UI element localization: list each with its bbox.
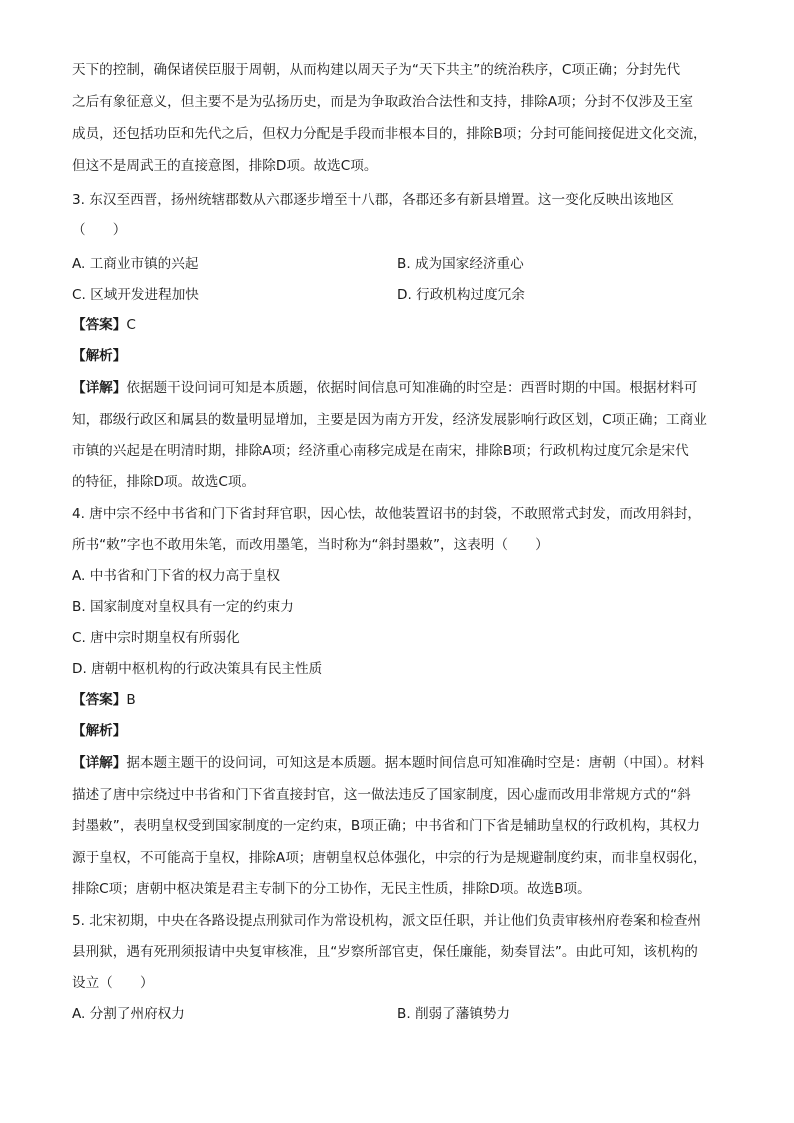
question-3-option-b: B. 成为国家经济重心 — [397, 256, 524, 272]
question-4-detail: 排除C项；唐朝中枢决策是君主专制下的分工协作，无民主性质，排除D项。故选B项。 — [72, 881, 591, 897]
question-4-detail: 封墨敕”，表明皇权受到国家制度的一定约束，B项正确；中书省和门下省是辅助皇权的行政机构，其权力 — [72, 818, 701, 834]
question-4-stem: 4. 唐中宗不经中书省和门下省封拜官职，因心怯，故他装置诏书的封袋，不敢照常式封发，而改用斜封， — [72, 506, 702, 522]
question-5-option-a: A. 分割了州府权力 — [72, 1006, 185, 1022]
paragraph-line: 之后有象征意义，但主要不是为弘扬历史，而是为争取政治合法性和支持，排除A项；分封不仅涉及王室 — [72, 94, 694, 110]
question-4-detail: 【详解】据本题主题干的设问词，可知这是本质题。据本题时间信息可知准确时空是：唐朝（中国）。材料 — [72, 755, 705, 771]
question-5-stem: 设立（ ） — [72, 975, 154, 991]
detail-tag: 【详解】 — [72, 380, 127, 396]
question-3-option-c: C. 区域开发进程加快 — [72, 287, 199, 303]
question-5-option-b: B. 削弱了藩镇势力 — [397, 1006, 511, 1022]
question-4-option-c: C. 唐中宗时期皇权有所弱化 — [72, 630, 240, 646]
question-3-stem: （ ） — [72, 222, 127, 238]
question-4-option-d: D. 唐朝中枢机构的行政决策具有民主性质 — [72, 661, 323, 677]
question-4-option-a: A. 中书省和门下省的权力高于皇权 — [72, 568, 281, 584]
answer-value: C — [126, 317, 136, 333]
question-4-detail: 描述了唐中宗绕过中书省和门下省直接封官，这一做法违反了国家制度，因心虚而改用非常规方式的“斜 — [72, 787, 691, 803]
question-3-stem: 3. 东汉至西晋，扬州统辖郡数从六郡逐步增至十八郡，各郡还多有新县增置。这一变化反映出该地区 — [72, 192, 674, 208]
paragraph-line: 成员，还包括功臣和先代之后，但权力分配是手段而非根本目的，排除B项；分封可能间接促进文化交流， — [72, 126, 707, 142]
question-5-stem: 5. 北宋初期，中央在各路设提点刑狱司作为常设机构，派文臣任职，并让他们负责审核州府卷案和检查州 — [72, 913, 702, 929]
question-3-detail: 的特征，排除D项。故选C项。 — [72, 474, 256, 490]
question-3-detail: 市镇的兴起是在明清时期，排除A项；经济重心南移完成是在南宋，排除B项；行政机构过度冗余是宋代 — [72, 443, 689, 459]
answer-value: B — [126, 692, 136, 708]
question-4-stem: 所书“敕”字也不敢用朱笔，而改用墨笔，当时称为“斜封墨敕”，这表明（ ） — [72, 537, 549, 553]
question-3-detail: 【详解】依据题干设问词可知是本质题，依据时间信息可知准确的时空是：西晋时期的中国。根据材料可 — [72, 380, 698, 396]
question-4-analysis-tag: 【解析】 — [72, 723, 127, 739]
detail-tag: 【详解】 — [72, 755, 127, 771]
question-3-analysis-tag: 【解析】 — [72, 348, 127, 364]
question-4-detail: 源于皇权，不可能高于皇权，排除A项；唐朝皇权总体强化，中宗的行为是规避制度约束，而非皇权弱化， — [72, 850, 707, 866]
question-3-answer — [72, 315, 136, 335]
paragraph-line: 但这不是周武王的直接意图，排除D项。故选C项。 — [72, 158, 378, 174]
answer-tag: 【答案】 — [72, 317, 127, 333]
answer-tag: 【答案】 — [72, 692, 127, 708]
question-3-detail: 知，郡级行政区和属县的数量明显增加，主要是因为南方开发，经济发展影响行政区划，C项正确；工商业 — [72, 412, 707, 428]
question-4-answer — [72, 690, 136, 710]
question-4-option-b: B. 国家制度对皇权具有一定的约束力 — [72, 599, 294, 615]
question-3-option-d: D. 行政机构过度冗余 — [397, 287, 525, 303]
paragraph-line: 天下的控制，确保诸侯臣服于周朝，从而构建以周天子为“天下共主”的统治秩序，C项正确；分封先代 — [72, 62, 681, 78]
question-3-option-a: A. 工商业市镇的兴起 — [72, 256, 199, 272]
question-5-stem: 县刑狱，遇有死刑须报请中央复审核准，且“岁察所部官吏，保任廉能，劾奏冒法”。由此可知，该机构的 — [72, 944, 698, 960]
